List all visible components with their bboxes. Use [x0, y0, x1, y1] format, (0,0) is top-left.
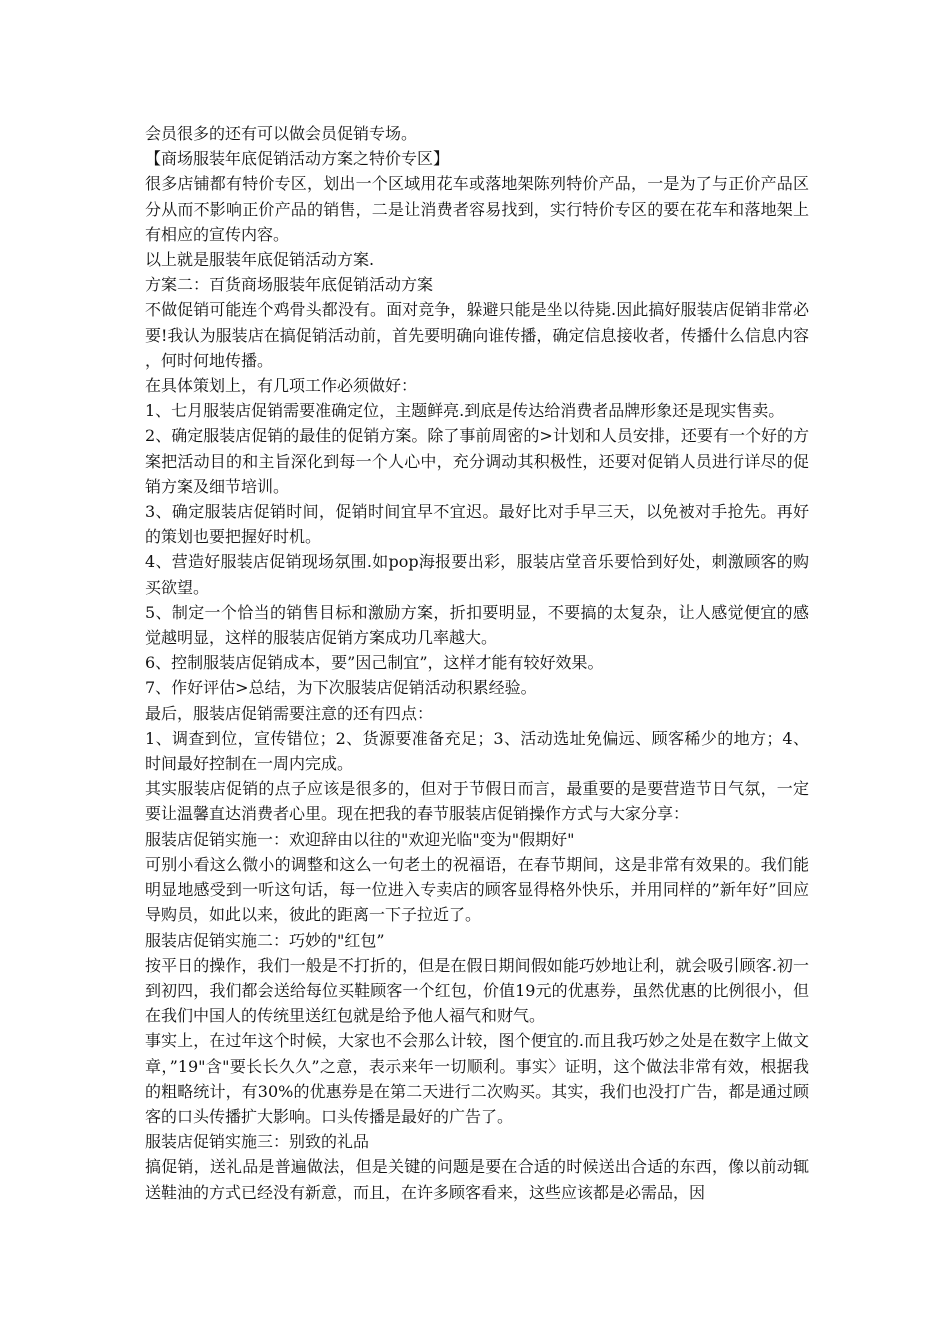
list-item-5: 5、制定一个恰当的销售目标和激励方案，折扣要明显，不要搞的太复杂，让人感觉便宜的感觉越明显，这样的服装店促销方案成功几率越大。	[145, 602, 809, 648]
list-item-1: 1、七月服装店促销需要准确定位，主题鲜亮.到底是传达给消费者品牌形象还是现实售卖。	[145, 401, 785, 421]
list-item-6: 6、控制服装店促销成本，要”因己制宜”，这样才能有较好效果。	[145, 653, 604, 673]
document-body	[145, 121, 809, 1205]
paragraph-plan-two-intro: 不做促销可能连个鸡骨头都没有。面对竞争，躲避只能是坐以待毙.因此搞好服装店促销非常必要!我认为服装店在搞促销活动前，首先要明确向谁传播，确定信息接收者，传播什么信息内容，何时何地传播。	[145, 300, 809, 370]
list-item-4: 4、营造好服装店促销现场氛围.如pop海报要出彩，服装店堂音乐要恰到好处，刺激顾客的购买欲望。	[145, 552, 809, 597]
paragraph-member-promo: 会员很多的还有可以做会员促销专场。	[145, 124, 418, 143]
paragraph-implementation-one: 可别小看这么微小的调整和这么一句老土的祝福语，在春节期间，这是非常有效果的。我们能明显地感受到一听这句话，每一位进入专卖店的顾客显得格外快乐，并用同样的”新年好”回应导购员，如此以来，彼此的距离一下子拉近了。	[145, 854, 809, 925]
heading-implementation-two: 服装店促销实施二：巧妙的"红包”	[145, 930, 385, 950]
paragraph-holiday-ideas: 其实服装店促销的点子应该是很多的，但对于节假日而言，最重要的是要营造节日气氛，一定要让温馨直达消费者心里。现在把我的春节服装店促销操作方式与大家分享：	[145, 779, 809, 824]
list-item-2: 2、确定服装店促销的最佳的促销方案。除了事前周密的>计划和人员安排，还要有一个好的方案把活动目的和主旨深化到每一个人心中，充分调动其积极性，还要对促销人员进行详尽的促销方案及细节培训。	[145, 426, 809, 496]
heading-plan-two: 方案二：百货商场服装年底促销活动方案	[145, 275, 434, 295]
list-item-7: 7、作好评估>总结，为下次服装店促销活动积累经验。	[145, 678, 537, 698]
heading-implementation-one: 服装店促销实施一：欢迎辞由以往的"欢迎光临"变为"假期好"	[145, 829, 575, 849]
list-item-3: 3、确定服装店促销时间，促销时间宜早不宜迟。最好比对手早三天，以免被对手抢先。再好的策划也要把握好时机。	[145, 502, 809, 547]
paragraph-four-points: 1、调查到位，宣传错位；2、货源要准备充足；3、活动选址免偏远、顾客稀少的地方；4、时间最好控制在一周内完成。	[145, 728, 809, 774]
paragraph-summary: 以上就是服装年底促销活动方案.	[145, 250, 375, 270]
heading-implementation-three: 服装店促销实施三：别致的礼品	[145, 1132, 370, 1152]
paragraph-special-price-zone: 很多店铺都有特价专区，划出一个区域用花车或落地架陈列特价产品，一是为了与正价产品区分从而不影响正价产品的销售，二是让消费者容易找到，实行特价专区的要在花车和落地架上有相应的宣传内容。	[145, 174, 809, 244]
paragraph-implementation-three: 搞促销，送礼品是普遍做法，但是关键的问题是要在合适的时候送出合适的东西，像以前动辄送鞋油的方式已经没有新意，而且，在许多顾客看来，这些应该都是必需品，因	[145, 1157, 809, 1202]
paragraph-implementation-two-a: 按平日的操作，我们一般是不打折的，但是在假日期间假如能巧妙地让利，就会吸引顾客.初一到初四，我们都会送给每位买鞋顾客一个红包，价值19元的优惠券，虽然优惠的比例很小，但在我们中国人的传统里送红包就是给予他人福气和财气。	[145, 955, 809, 1026]
paragraph-planning-intro: 在具体策划上，有几项工作必须做好：	[145, 376, 418, 396]
paragraph-implementation-two-b: 事实上，在过年这个时候，大家也不会那么计较，图个便宜的.而且我巧妙之处是在数字上做文章，”19"含"要长长久久”之意，表示来年一切顺利。事实〉证明，这个做法非常有效，根据我的粗略统计，有30%的优惠券是在第二天进行二次购买。其实，我们也没打广告，都是通过顾客的口头传播扩大影响。口头传播是最好的广告了。	[145, 1031, 809, 1126]
heading-special-price-zone: 【商场服装年底促销活动方案之特价专区】	[145, 149, 450, 169]
paragraph-four-points-intro: 最后，服装店促销需要注意的还有四点：	[145, 703, 434, 723]
